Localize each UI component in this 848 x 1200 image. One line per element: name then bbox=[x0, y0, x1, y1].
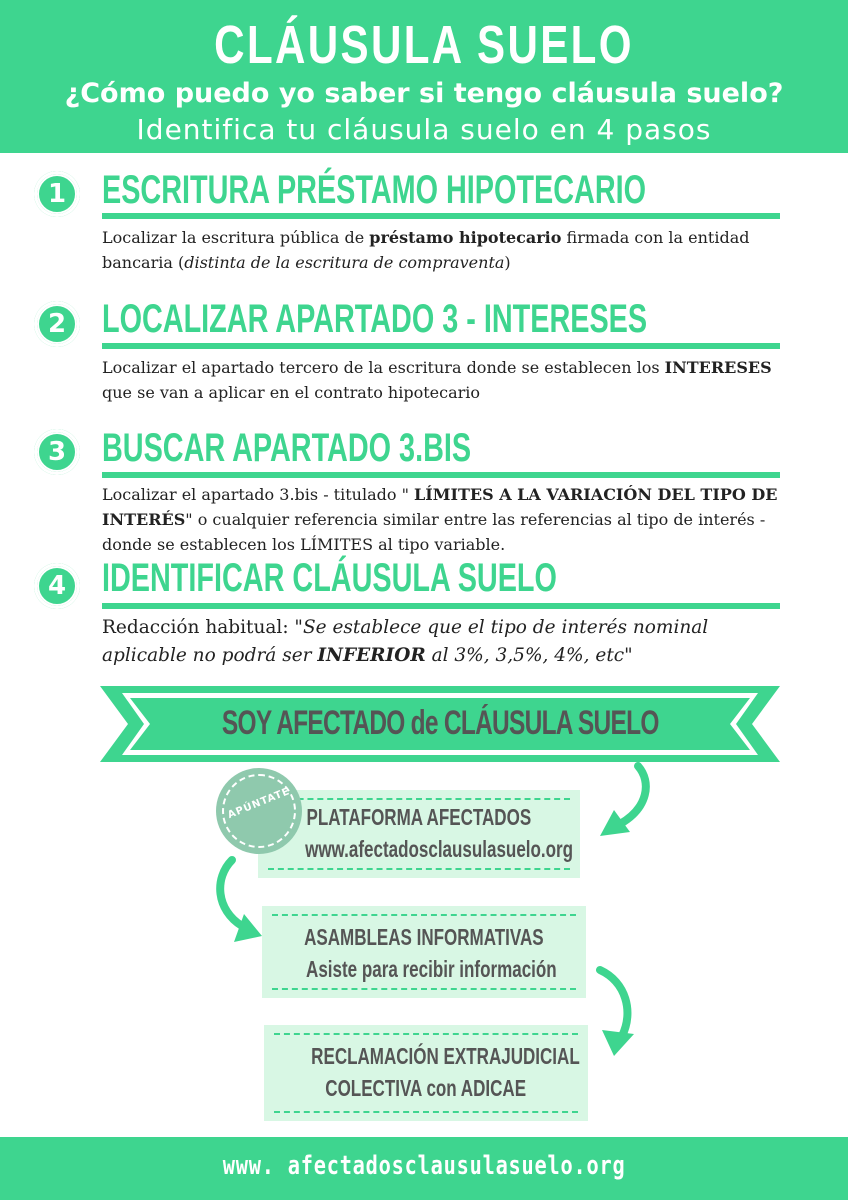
step-body-run: distinta de la escritura de compraventa bbox=[184, 253, 505, 272]
curved-arrow-icon bbox=[590, 762, 660, 842]
step-4-title-wrap bbox=[102, 556, 734, 601]
step-2-number: 2 bbox=[34, 301, 80, 347]
footer-url[interactable]: www. afectadosclausulasuelo.org bbox=[222, 1151, 626, 1181]
step-body-run: INTERESES bbox=[664, 358, 772, 377]
step-2-title: LOCALIZAR APARTADO 3 - INTERESES bbox=[102, 297, 648, 341]
page-subtitle: ¿Cómo puedo yo saber si tengo cláusula suelo? bbox=[64, 78, 784, 109]
step-3-title-wrap bbox=[102, 426, 615, 471]
action-1-line-2: www.afectadosclausulasuelo.org bbox=[305, 836, 574, 862]
action-1-line-1: PLATAFORMA AFECTADOS bbox=[306, 804, 532, 830]
step-body-run: Localizar el apartado 3.bis - titulado " bbox=[102, 485, 415, 504]
step-body-run: al 3%, 3,5%, 4%, etc bbox=[425, 645, 625, 666]
step-4-divider bbox=[102, 603, 780, 609]
step-body-run: Localizar el apartado tercero de la escritura donde se establecen los bbox=[102, 358, 665, 377]
curved-arrow-icon bbox=[594, 964, 654, 1060]
step-body-run: ) bbox=[504, 253, 511, 272]
step-body-run: " o cualquier referencia similar entre las referencias al tipo de interés - donde se establecen los LÍMITES al tipo variable. bbox=[102, 510, 766, 554]
step-3-divider bbox=[102, 472, 780, 478]
step-2-body bbox=[102, 355, 782, 405]
step-body-run: LÍMITES A LA VARIACIÓN DEL TIPO DE INTERÉS bbox=[102, 485, 778, 529]
step-body-run: Redacción habitual: " bbox=[102, 617, 303, 638]
step-3-number: 3 bbox=[34, 429, 80, 475]
banner-text-wrap bbox=[100, 704, 780, 743]
action-card-platform[interactable] bbox=[258, 790, 580, 878]
step-1-body bbox=[102, 225, 782, 275]
action-3-line-2: COLECTIVA con ADICAE bbox=[325, 1075, 527, 1101]
action-card-assemblies[interactable] bbox=[262, 906, 586, 998]
step-2-title-wrap bbox=[102, 297, 848, 342]
step-2-divider bbox=[102, 343, 780, 349]
step-body-run: Se establece que el tipo de interés nominal aplicable no podrá ser bbox=[102, 617, 709, 666]
badge-text: APÚNTATE bbox=[226, 785, 292, 822]
step-4-body bbox=[102, 614, 782, 670]
step-body-run: INFERIOR bbox=[317, 645, 426, 666]
step-4-number: 4 bbox=[34, 563, 80, 609]
action-card-claim[interactable] bbox=[264, 1025, 588, 1121]
step-3-title: BUSCAR APARTADO 3.BIS bbox=[102, 426, 472, 470]
step-body-run: " bbox=[624, 645, 633, 666]
page-title-wrap bbox=[0, 14, 848, 76]
footer-band bbox=[0, 1137, 848, 1200]
step-4-title: IDENTIFICAR CLÁUSULA SUELO bbox=[102, 556, 557, 600]
action-3-line-1: RECLAMACIÓN EXTRAJUDICIAL bbox=[311, 1043, 580, 1069]
page-tagline: Identifica tu cláusula suelo en 4 pasos bbox=[136, 113, 712, 146]
footer-url-wrap bbox=[0, 1151, 848, 1181]
step-1-divider bbox=[102, 213, 780, 219]
header-band bbox=[0, 0, 848, 153]
step-body-run: firmada con la entidad bancaria ( bbox=[102, 228, 750, 272]
action-2-line-1: ASAMBLEAS INFORMATIVAS bbox=[304, 924, 544, 950]
affected-banner bbox=[100, 686, 780, 762]
page-title: CLÁUSULA SUELO bbox=[214, 15, 634, 75]
step-3-body bbox=[102, 482, 782, 557]
step-body-run: préstamo hipotecario bbox=[369, 228, 562, 247]
banner-text: SOY AFECTADO de CLÁUSULA SUELO bbox=[221, 704, 659, 742]
action-2-line-2: Asiste para recibir información bbox=[306, 956, 557, 982]
step-1-title: ESCRITURA PRÉSTAMO HIPOTECARIO bbox=[102, 168, 647, 212]
step-1-number: 1 bbox=[34, 171, 80, 217]
step-body-run: Localizar la escritura pública de bbox=[102, 228, 370, 247]
step-body-run: que se van a aplicar en el contrato hipotecario bbox=[102, 383, 480, 402]
step-1-title-wrap bbox=[102, 168, 848, 213]
signup-badge[interactable] bbox=[216, 768, 302, 854]
